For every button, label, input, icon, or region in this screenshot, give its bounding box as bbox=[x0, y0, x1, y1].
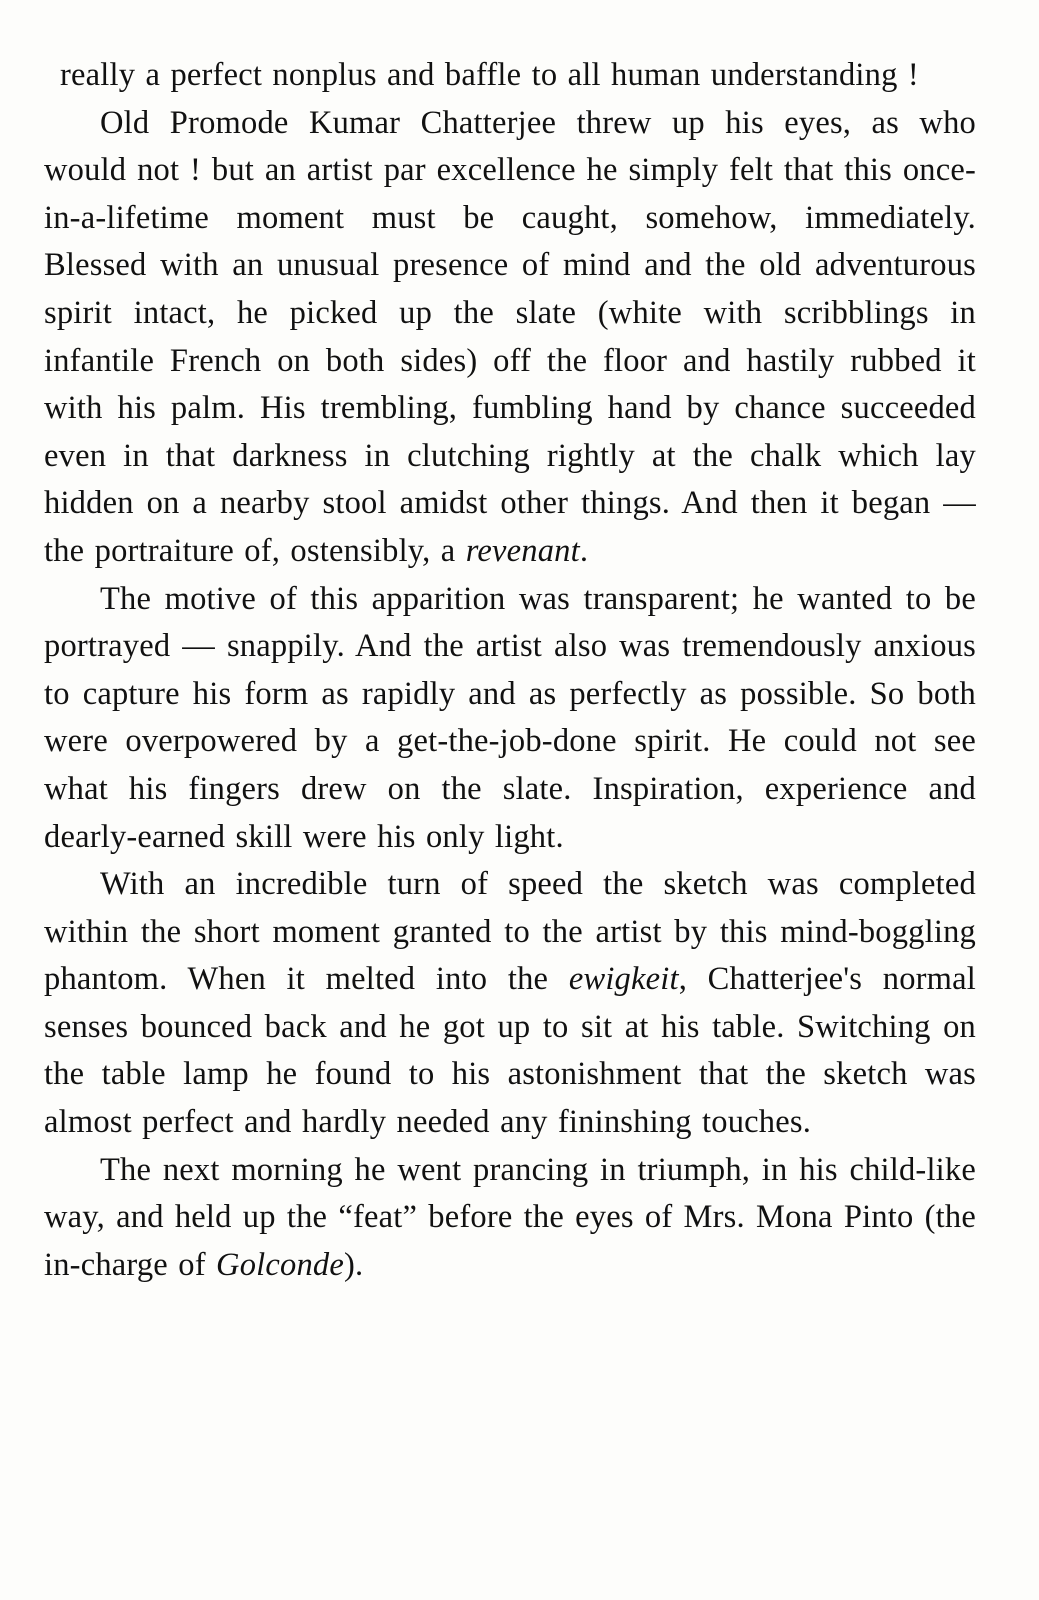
paragraph-sketch-completed bbox=[44, 861, 976, 1147]
text-run: ). bbox=[344, 1246, 364, 1283]
paragraph-apparition-motive bbox=[44, 576, 976, 862]
paragraph-chatterjee-sketching bbox=[44, 100, 976, 576]
text-run: With an incredible turn of speed the sketch was completed within the short moment granted to the artist by this mind-boggling phantom. When it melted into the bbox=[44, 866, 976, 998]
text-run: Old Promode Kumar Chatterjee threw up his eyes, as who would not ! but an artist par excellence he simply felt that this once-in-a-lifetime moment must be caught, somehow, immediately. Blessed with an unusual presence of mind and the old adventurous spirit intact, he picked up the slate (white with scribblings in infantile French on both sides) off the floor and hastily rubbed it with his palm. His trembling, fumbling hand by chance succeeded even in that darkness in clutching rightly at the chalk which lay hidden on a nearby stool amidst other things. And then it began — the portraiture of, ostensibly, a bbox=[44, 104, 976, 569]
paragraph-next-morning bbox=[44, 1147, 976, 1290]
italic-term-golconde: Golconde bbox=[216, 1246, 344, 1283]
italic-term-ewigkeit: ewigkeit bbox=[568, 961, 679, 998]
italic-term-revenant: revenant bbox=[465, 532, 580, 569]
body-text bbox=[44, 52, 976, 1289]
text-run: The motive of this apparition was transparent; he wanted to be portrayed — snappily. And the artist also was tremendously anxious to capture his form as rapidly and as perfectly as possible. So both were overpowered by a get-the-job-done spirit. He could not see what his fingers drew on the slate. Inspiration, experience and dearly-earned skill were his only light. bbox=[44, 580, 976, 855]
text-run: The next morning he went prancing in triumph, in his child-like way, and held up the “feat” before the eyes of Mrs. Mona Pinto (the in-charge of bbox=[44, 1151, 976, 1283]
text-run: really a perfect nonplus and baffle to all human understanding ! bbox=[60, 57, 919, 93]
text-run: , Chatterjee's normal senses bounced back and he got up to sit at his table. Switching on the table lamp he found to his astonishment that the sketch was almost perfect and hardly needed any fininshing touches. bbox=[44, 961, 976, 1141]
paragraph-continuation bbox=[44, 52, 976, 100]
text-run: . bbox=[579, 532, 589, 569]
